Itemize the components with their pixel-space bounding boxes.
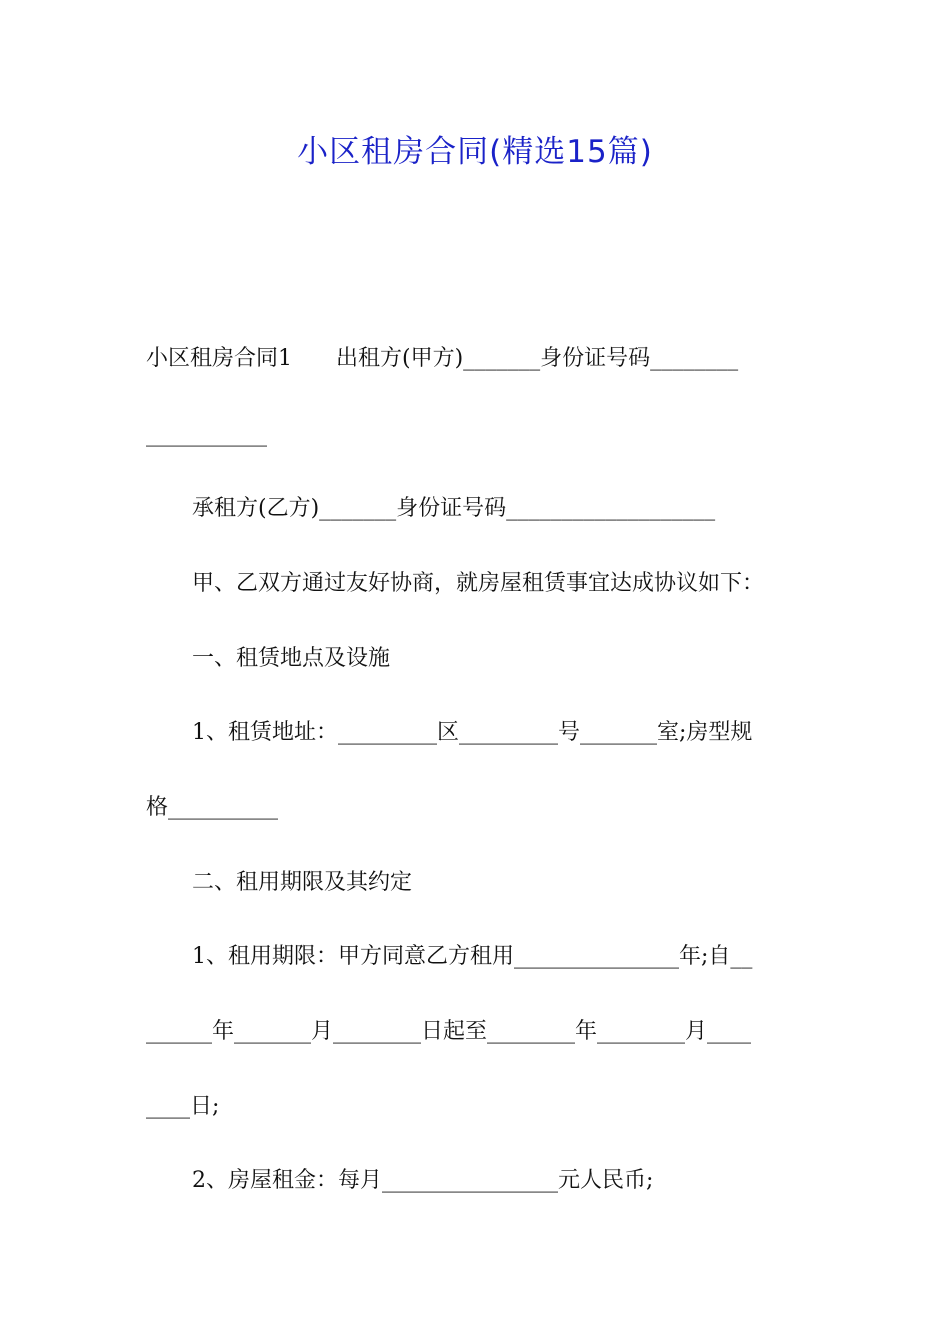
text-line-address: 1、租赁地址：_________区_________号_______室;房型规 bbox=[192, 720, 753, 745]
text-line-contract-1-heading: 小区租房合同1 出租方(甲方)_______身份证号码________ bbox=[146, 346, 739, 371]
text-line-lessee: 承租方(乙方)_______身份证号码___________________ bbox=[192, 496, 716, 521]
text-line-term: 1、租用期限：甲方同意乙方租用_______________年;自__ bbox=[192, 944, 753, 969]
text-line-address-continued: 格__________ bbox=[146, 795, 279, 820]
text-line-id-blank-continued: ___________ bbox=[146, 422, 267, 447]
document-title: 小区租房合同(精选15篇) bbox=[297, 134, 653, 170]
section-heading-location: 一、租赁地点及设施 bbox=[192, 646, 391, 671]
text-line-term-dates: ______年_______月________日起至________年________月____ bbox=[146, 1019, 752, 1044]
text-line-agreement-intro: 甲、乙双方通过友好协商，就房屋租赁事宜达成协议如下： bbox=[192, 571, 765, 596]
text-line-term-end: ____日; bbox=[146, 1094, 220, 1119]
section-heading-term: 二、租用期限及其约定 bbox=[192, 870, 413, 895]
text-line-rent: 2、房屋租金：每月________________元人民币; bbox=[192, 1168, 654, 1193]
